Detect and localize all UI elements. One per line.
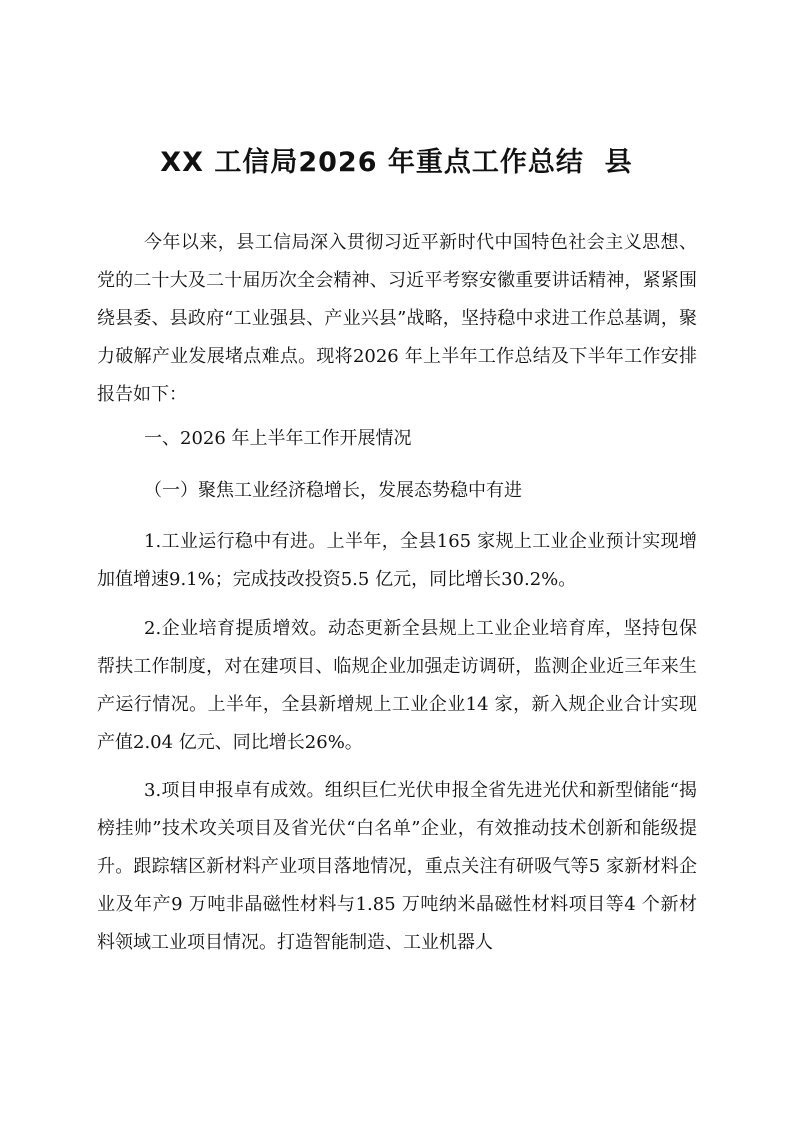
item-paragraph-3: 3.项目申报卓有成效。组织巨仁光伏申报全省先进光伏和新型储能“揭榜挂帅”技术攻关项目及省光伏“白名单”企业，有效推动技术创新和能级提升。跟踪辖区新材料产业项目落地情况，重点关注有研吸气等5 家新材料企业及年产9 万吨非晶磁性材料与1.85 万吨纳米晶磁性材料项目等4 个新材料领域工业项目情况。打造智能制造、工业机器人	[97, 780, 697, 953]
section-heading: 一、2026 年上半年工作开展情况	[144, 428, 412, 449]
subsection-heading: （一）聚焦工业经济稳增长，发展态势稳中有进	[144, 480, 522, 501]
intro-paragraph: 今年以来，县工信局深入贯彻习近平新时代中国特色社会主义思想、党的二十大及二十届历次全会精神、习近平考察安徽重要讲话精神，紧紧围绕县委、县政府“工业强县、产业兴县”战略，坚持稳中求进工作总基调，聚力破解产业发展堵点难点。现将2026 年上半年工作总结及下半年工作安排报告如下：	[97, 232, 697, 405]
document-title: XX 工信局2026 年重点工作总结 县	[160, 147, 633, 178]
item-paragraph-1: 1.工业运行稳中有进。上半年，全县165 家规上工业企业预计实现增加值增速9.1%；完成技改投资5.5 亿元，同比增长30.2%。	[97, 531, 697, 590]
item-paragraph-2: 2.企业培育提质增效。动态更新全县规上工业企业培育库，坚持包保帮扶工作制度，对在建项目、临规企业加强走访调研，监测企业近三年来生产运行情况。上半年，全县新增规上工业企业14 家，新入规企业合计实现产值2.04 亿元、同比增长26%。	[97, 618, 697, 753]
